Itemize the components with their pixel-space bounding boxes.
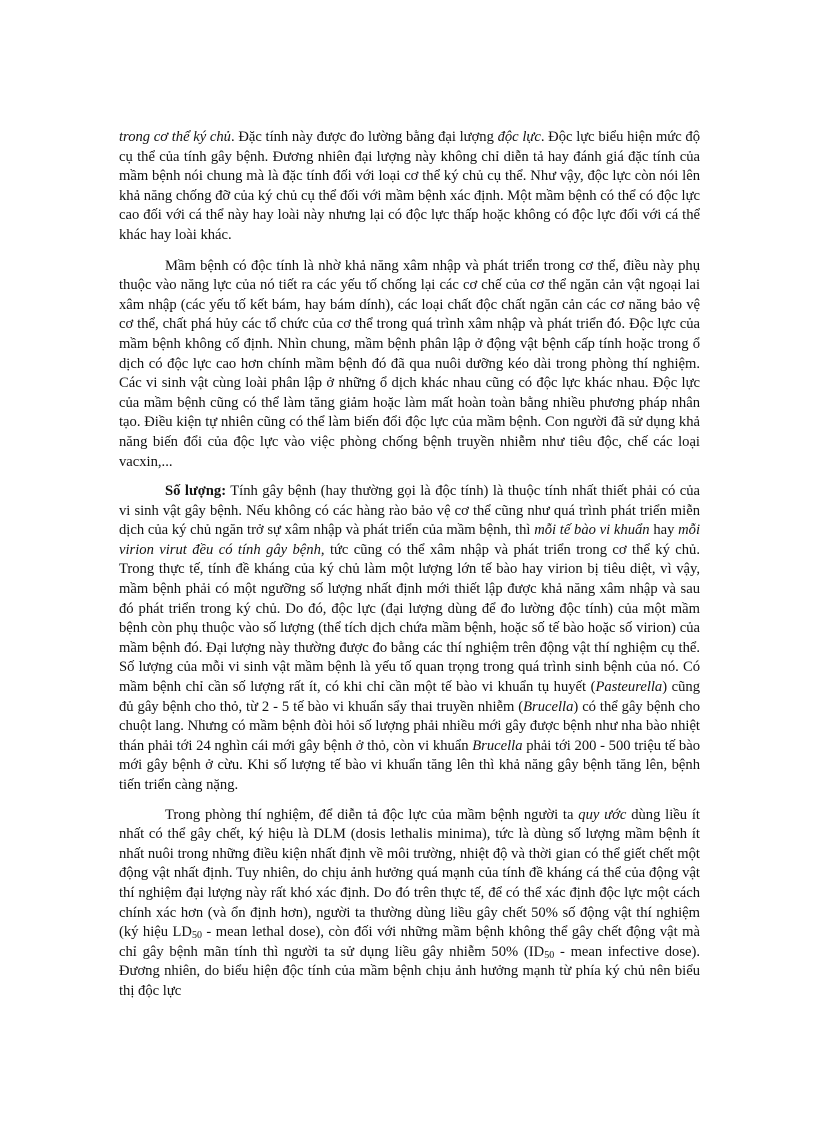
- paragraph: [119, 482, 700, 796]
- italic-text: Brucella: [523, 698, 574, 715]
- text-run: Tính gây bệnh (hay thường gọi là độc tính) là thuộc tính nhất thiết phải có của vi sinh vật gây bệnh. Nếu không có các hàng rào bảo vệ cơ thể cũng như quá trình phát triển miễn dịch của ký chủ ngăn trở sự xâm nhập và phát triển của mầm bệnh, thì: [119, 483, 701, 539]
- italic-text: độc lực: [497, 129, 541, 145]
- paragraph: [119, 257, 700, 473]
- text-run: - mean infective dose). Đương nhiên, do biểu hiện độc tính của mầm bệnh chịu ảnh hưởng mạnh từ phía ký chủ nên biểu thị độc lực: [119, 943, 701, 999]
- bold-text: Số lượng:: [165, 483, 227, 500]
- text-run: ) cũng đủ gây bệnh cho thỏ, từ 2 - 5 tế bào vi khuẩn sẩy thai truyền nhiễm (: [119, 679, 700, 715]
- italic-text: trong cơ thể ký chủ: [119, 129, 231, 145]
- text-run: hay: [649, 522, 679, 539]
- text-run: Trong phòng thí nghiệm, để diễn tả độc lực của mầm bệnh người ta: [165, 806, 579, 823]
- text-run: phải tới 200 - 500 triệu tế bào mới gây bệnh ở cừu. Khi số lượng tế bào vi khuẩn tăng lên thì khả năng gây bệnh tăng lên, bệnh tiến triển càng nặng.: [119, 737, 700, 793]
- paragraph: [119, 806, 700, 1002]
- italic-text: Brucella: [472, 737, 523, 754]
- italic-text: Pasteurella: [595, 679, 663, 696]
- subscript-text: 50: [544, 949, 555, 961]
- text-run: dùng liều ít nhất có thể gây chết, ký hiệu là DLM (dosis lethalis minima), tức là dùng số lượng mầm bệnh ít nhất nuôi trong những điều kiện nhất định về môi trường, nhiệt độ và thời gian có thể giết chết một động vật nhất định. Tuy nhiên, do chịu ảnh hưởng quá mạnh của tính đề kháng cá thể của động vật thí nghiệm đại lượng này rất khó xác định. Do đó trên thực tế, để có thể xác định độc lực một cách chính xác hơn (và ổn định hơn), người ta thường dùng liều gây chết 50% số động vật thí nghiệm (ký hiệu LD: [119, 806, 700, 941]
- text-run: , tức cũng có thể xâm nhập và phát triển trong cơ thể ký chủ. Trong thực tế, tính đề kháng của ký chủ làm một lượng lớn tế bào hay virion bị tiêu diệt, vì vậy, mầm bệnh phải có một ngưỡng số lượng nhất định mới thiết lập được khả năng xâm nhập và sau đó phát triển trong ký chủ. Do đó, độc lực (đại lượng dùng để đo lường độc tính) của một mầm bệnh còn phụ thuộc vào số lượng (thể tích dịch chứa mầm bệnh, hoặc số tế bào hoặc số virion) của mầm bệnh đó. Đại lượng này thường được đo bằng các thí nghiệm trên động vật thí nghiệm cụ thể. Số lượng của mỗi vi sinh vật mầm bệnh là yếu tố quan trọng trong quá trình sinh bệnh của nó. Có mầm bệnh chỉ cần số lượng rất ít, có khi chỉ cần một tế bào vi khuẩn tụ huyết (: [119, 541, 700, 696]
- text-run: . Độc lực biểu hiện mức độ cụ thể của tính gây bệnh. Đương nhiên đại lượng này không chỉ diễn tả hay đánh giá đặc tính của mầm bệnh nói chung mà là đặc tính đối với loại cơ thể ký chủ cụ thể. Như vậy, độc lực còn nói lên khả năng chống đỡ của ký chủ cụ thể đối với mầm bệnh xác định. Một mầm bệnh có thể có độc lực cao đối với cá thể này hay loài này nhưng lại có độc lực thấp hoặc không có độc lực đối với cá thể khác hay loài khác.: [119, 129, 700, 243]
- document-page: [119, 128, 700, 1013]
- paragraph: [119, 128, 700, 246]
- text-run: - mean lethal dose), còn đối với những mầm bệnh không thể gây chết động vật mà chỉ gây bệnh mãn tính thì người ta sử dụng liều gây nhiễm 50% (ID: [119, 924, 700, 960]
- text-run: . Đặc tính này được đo lường bằng đại lượng: [230, 129, 498, 145]
- text-run: ) có thể gây bệnh cho chuột lang. Nhưng có mầm bệnh đòi hỏi số lượng phải nhiều mới gây được bệnh như nha bào nhiệt thán phải tới 24 nghìn cái mới gây bệnh ở thỏ, còn vi khuẩn: [119, 698, 701, 754]
- subscript-text: 50: [191, 930, 202, 942]
- text-run: Mầm bệnh có độc tính là nhờ khả năng xâm nhập và phát triển trong cơ thể, điều này phụ thuộc vào năng lực của nó tiết ra các yếu tố chống lại các cơ chế của cơ thể ngăn cản vật ngoại lai xâm nhập (các yếu tố kết bám, hay bám dính), các loại chất độc chất ngăn cản các cơ năng bảo vệ cơ thể, chất phá hủy các tổ chức của cơ thể trong quá trình xâm nhập và phát triển đó. Độc lực của mầm bệnh không cố định. Nhìn chung, mầm bệnh phân lập ở động vật bệnh cấp tính hoặc trong ổ dịch có độc lực cao hơn chính mầm bệnh đó đã qua nuôi dưỡng kéo dài trong phòng thí nghiệm. Các vi sinh vật cùng loài phân lập ở những ổ dịch khác nhau cũng có độc lực khác nhau. Độc lực của mầm bệnh cũng có thể làm tăng giảm hoặc làm mất hoàn toàn bằng nhiều phương pháp nhân tạo. Điều kiện tự nhiên cũng có thể làm biến đổi độc lực của mầm bệnh. Con người đã sử dụng khả năng biến đổi của độc lực vào việc phòng chống bệnh truyền nhiễm như tiêu độc, chế các loại vacxin,...: [119, 257, 700, 470]
- italic-text: quy ước: [578, 806, 627, 823]
- italic-text: mỗi virion virut đều có tính gây bệnh: [119, 522, 701, 558]
- italic-text: mỗi tế bào vi khuẩn: [534, 522, 650, 539]
